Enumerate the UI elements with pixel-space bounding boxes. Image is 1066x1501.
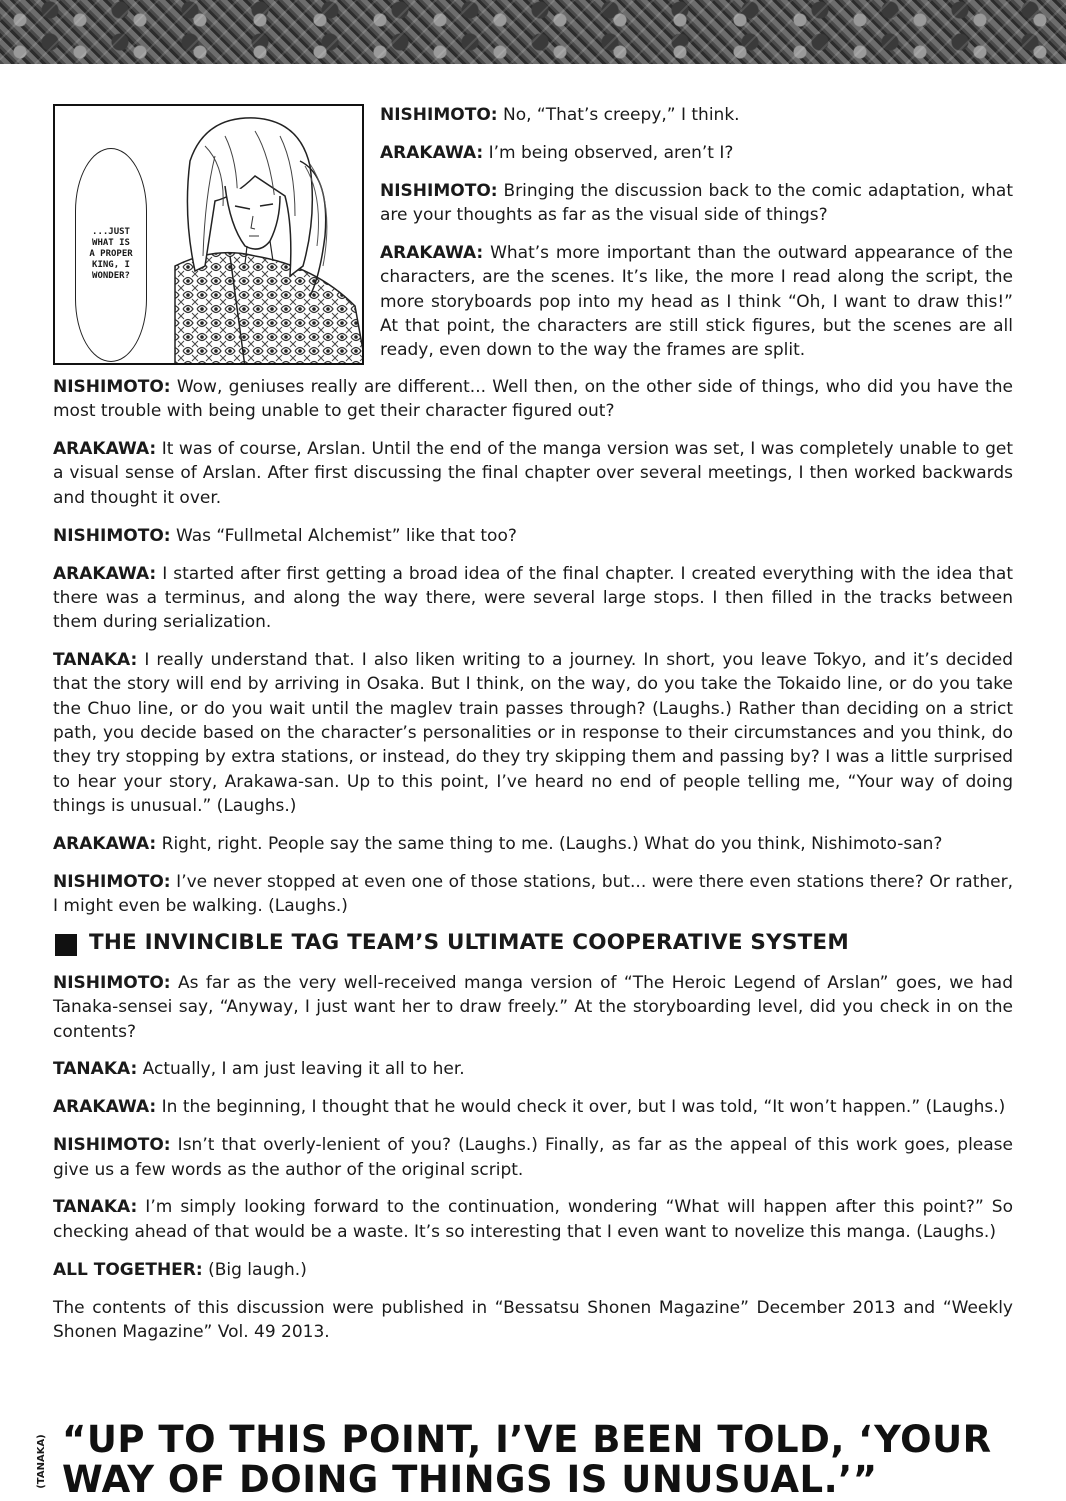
- dialogue-entry: [380, 103, 1013, 127]
- dialogue-text: I started after first getting a broad idea of the final chapter. I created everything with the idea that there was a terminus, and along the way there, were several large stops. I then filled in the tracks between them during serialization.: [53, 563, 1013, 633]
- dialogue-text: Was “Fullmetal Alchemist” like that too?: [170, 525, 517, 546]
- dialogue-middle: [53, 375, 1013, 932]
- dialogue-text: I’m being observed, aren’t I?: [483, 142, 734, 163]
- speaker-label: TANAKA:: [53, 1197, 138, 1218]
- speaker-label: ARAKAWA:: [53, 1097, 157, 1118]
- speaker-label: ARAKAWA:: [380, 242, 484, 263]
- dialogue-entry: [53, 1258, 1013, 1282]
- quote-attribution: [35, 1430, 58, 1500]
- decorative-banner: [0, 0, 1066, 64]
- speaker-label: NISHIMOTO:: [380, 180, 498, 201]
- dialogue-text: It was of course, Arslan. Until the end of the manga version was set, I was completely unable to get a visual sense of Arslan. After first discussing the final chapter over several meetings, I then worked backwards and thought it over.: [53, 439, 1013, 508]
- dialogue-text: As far as the very well-received manga version of “The Heroic Legend of Arslan” goes, we had Tanaka-sensei say, “Anyway, I just want her to draw freely.” At the storyboarding level, did you check in on the contents?: [53, 973, 1013, 1042]
- dialogue-entry: [53, 562, 1013, 635]
- dialogue-entry: [53, 1057, 1013, 1081]
- dialogue-text: No, “That’s creepy,” I think.: [497, 105, 740, 125]
- dialogue-entry: [53, 832, 1013, 856]
- pull-quote-line-1: “UP TO THIS POINT, I’VE BEEN TOLD, ‘YOUR: [62, 1418, 992, 1461]
- dialogue-entry: [53, 1195, 1013, 1244]
- pull-quote: [62, 1420, 1022, 1500]
- dialogue-entry: [53, 1133, 1013, 1182]
- section-heading-text: THE INVINCIBLE TAG TEAM’S ULTIMATE COOPERATIVE SYSTEM: [89, 930, 849, 955]
- dialogue-entry: [53, 971, 1013, 1044]
- dialogue-entry: [53, 870, 1013, 919]
- speaker-label: NISHIMOTO:: [53, 377, 171, 397]
- speaker-label: NISHIMOTO:: [53, 871, 171, 892]
- speaker-label: ARAKAWA:: [53, 439, 157, 460]
- speaker-label: NISHIMOTO:: [53, 1135, 171, 1156]
- speaker-label: NISHIMOTO:: [53, 525, 171, 546]
- dialogue-text: I’m simply looking forward to the continuation, wondering “What will happen after this point?” So checking ahead of that would be a waste. It’s so interesting that I even want to novelize this manga. (Laughs.): [53, 1197, 1013, 1242]
- publication-note: The contents of this discussion were published in “Bessatsu Shonen Magazine” December 2013 and “Weekly Shonen Magazine” Vol. 49 2013.: [53, 1297, 1013, 1342]
- speech-bubble: [75, 148, 147, 362]
- dialogue-entry: [380, 241, 1013, 362]
- section-heading: [53, 930, 1013, 958]
- speech-bubble-text: ...JUST WHAT IS A PROPER KING, I WONDER?: [89, 227, 133, 281]
- dialogue-entry: [53, 648, 1013, 818]
- dialogue-text: Isn’t that overly-lenient of you? (Laughs.) Finally, as far as the appeal of this work goes, please give us a few words as the author of the original script.: [53, 1135, 1013, 1180]
- dialogue-text: In the beginning, I thought that he would check it over, but I was told, “It won’t happen.” (Laughs.): [156, 1097, 1006, 1118]
- speaker-label: ARAKAWA:: [53, 833, 157, 854]
- dialogue-entry: [53, 437, 1013, 510]
- manga-illustration: [53, 104, 364, 365]
- dialogue-text: Actually, I am just leaving it all to her.: [137, 1059, 465, 1080]
- quote-attribution-text: (TANAKA): [35, 1434, 47, 1489]
- dialogue-entry: [380, 179, 1013, 228]
- dialogue-text: Wow, geniuses really are different... Well then, on the other side of things, who did you have the most trouble with being unable to get their character figured out?: [53, 377, 1013, 422]
- speaker-label: ALL TOGETHER:: [53, 1259, 203, 1280]
- pull-quote-line-2: WAY OF DOING THINGS IS UNUSUAL.’”: [62, 1458, 878, 1501]
- heading-square-icon: [55, 934, 77, 956]
- speaker-label: ARAKAWA:: [380, 142, 484, 163]
- dialogue-text: I really understand that. I also liken writing to a journey. In short, you leave Tokyo, and it’s decided that the story will end by arriving in Osaka. But I think, on the way, do you take the Tokaido line, or do you take the Chuo line, or do you wait until the maglev train passes through? (Laughs.) Rather than deciding on a strict path, you decide based on the character’s personalities or in response to their circumstances and you think, do they try stopping by extra stations, or instead, do they try skipping them and passing by? I was a little surprised to hear your story, Arakawa-san. Up to this point, I’ve heard no end of people telling me, “Your way of doing things is unusual.” (Laughs.): [53, 650, 1013, 816]
- dialogue-entry: [53, 375, 1013, 424]
- dialogue-top: [380, 103, 1013, 376]
- dialogue-entry: [380, 141, 1013, 165]
- dialogue-text: Bringing the discussion back to the comic adaptation, what are your thoughts as far as the visual side of things?: [380, 180, 1013, 226]
- dialogue-text: What’s more important than the outward appearance of the characters, are the scenes. It’s like, the more I read along the script, the more storyboards pop into my head as I think “Oh, I want to draw this!” At that point, the characters are still stick figures, but the scenes are all ready, even down to the way the frames are split.: [380, 242, 1013, 361]
- dialogue-bottom: [53, 971, 1013, 1358]
- dialogue-text: I’ve never stopped at even one of those stations, but... were there even stations there? Or rather, I might even be walking. (Laughs.): [53, 871, 1013, 916]
- dialogue-entry: [53, 524, 1013, 548]
- speaker-label: TANAKA:: [53, 1059, 138, 1080]
- dialogue-text: Right, right. People say the same thing to me. (Laughs.) What do you think, Nishimoto-san?: [156, 833, 943, 854]
- dialogue-entry: [53, 1095, 1013, 1119]
- speaker-label: NISHIMOTO:: [53, 973, 171, 993]
- speaker-label: NISHIMOTO:: [380, 105, 498, 125]
- speaker-label: TANAKA:: [53, 650, 138, 671]
- dialogue-text: (Big laugh.): [202, 1259, 307, 1280]
- speaker-label: ARAKAWA:: [53, 563, 157, 584]
